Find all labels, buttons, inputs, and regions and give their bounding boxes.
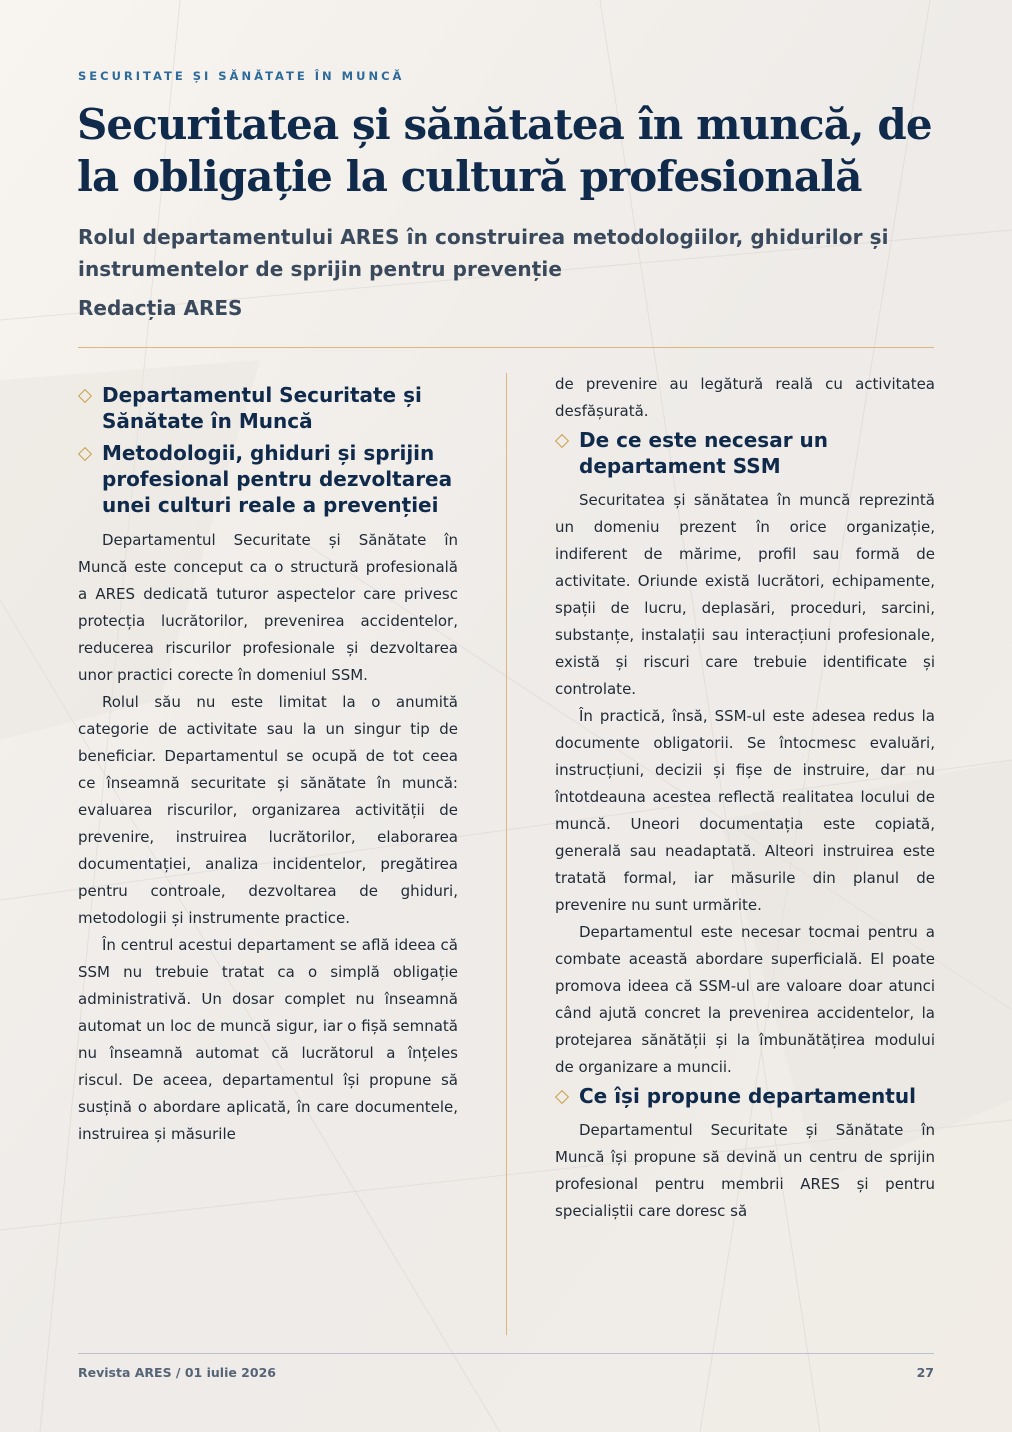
diamond-bullet-icon <box>78 389 92 403</box>
diamond-bullet-icon <box>555 1090 569 1104</box>
body-paragraph: Securitatea și sănătatea în muncă reprezintă un domeniu prezent în orice organizație, indiferent de mărime, profil sau formă de activitate. Oriunde există lucrători, echipamente, spații de lucru, deplasări, proceduri, sarcini, substanțe, instalații sau interacțiuni profesionale, există și riscuri care trebuie identificate și controlate. <box>555 491 935 698</box>
article-subtitle: Rolul departamentului ARES în construirea metodologiilor, ghidurilor și instrumentelor de sprijin pentru prevenție <box>78 225 889 281</box>
section-heading <box>78 440 458 518</box>
body-paragraph: În centrul acestui departament se află ideea că SSM nu trebuie tratat ca o simplă obligație administrativă. Un dosar complet nu înseamnă automat un loc de muncă sigur, iar o fișă semnată nu înseamnă automat că lucrătorul a înțeles riscul. De aceea, departamentul își propune să susțină o abordare aplicată, în care documentele, instruirea și măsurile <box>78 936 458 1143</box>
heading-text: Ce își propune departamentul <box>579 1084 916 1108</box>
body-paragraph: În practică, însă, SSM-ul este adesea redus la documente obligatorii. Se întocmesc evaluări, instrucțiuni, decizii și fișe de instruire, dar nu întotdeauna acestea reflectă realitatea locului de muncă. Uneori documentația este copiată, generală sau neadaptată. Alteori instruirea este tratată formal, iar măsurile din planul de prevenire nu sunt urmărite. <box>555 707 935 914</box>
body-paragraph: de prevenire au legătură reală cu activitatea desfășurată. <box>555 375 935 420</box>
column-divider <box>506 373 507 1335</box>
heading-text: De ce este necesar un departament SSM <box>579 428 828 478</box>
body-paragraph: Departamentul este necesar tocmai pentru a combate această abordare superficială. El poate promova ideea că SSM-ul are valoare doar atunci când ajută concret la prevenirea accidentelor, la protejarea sănătății și la îmbunătățirea modului de organizare a muncii. <box>555 923 935 1076</box>
page-number: 27 <box>916 1365 934 1380</box>
section-heading <box>78 382 458 434</box>
article-author: Redacția ARES <box>78 296 243 320</box>
publication-info: Revista ARES / 01 iulie 2026 <box>78 1365 276 1380</box>
body-paragraph: Departamentul Securitate și Sănătate în Muncă își propune să devină un centru de sprijin profesional pentru membrii ARES și pentru specialiștii care doresc să <box>555 1121 935 1220</box>
footer-divider <box>78 1353 934 1354</box>
heading-text: Metodologii, ghiduri și sprijin profesional pentru dezvoltarea unei culturi reale a prevenției <box>102 441 453 517</box>
section-heading <box>555 1083 935 1109</box>
right-column <box>555 371 935 1225</box>
diamond-bullet-icon <box>78 447 92 461</box>
diamond-bullet-icon <box>555 434 569 448</box>
body-paragraph: Departamentul Securitate și Sănătate în Muncă este conceput ca o structură profesională a ARES dedicată tuturor aspectelor care privesc protecția lucrătorilor, prevenirea accidentelor, reducerea riscurilor profesionale și dezvoltarea unor practici corecte în domeniul SSM. <box>78 531 458 684</box>
header-divider <box>78 347 934 348</box>
article-title: Securitatea și sănătatea în muncă, de la obligație la cultură profesională <box>77 100 932 201</box>
section-kicker: SECURITATE ȘI SĂNĂTATE ÎN MUNCĂ <box>78 69 405 83</box>
heading-text: Departamentul Securitate și Sănătate în Muncă <box>102 383 422 433</box>
section-heading <box>555 427 935 479</box>
left-column <box>78 382 458 1148</box>
body-paragraph: Rolul său nu este limitat la o anumită categorie de activitate sau la un singur tip de beneficiar. Departamentul se ocupă de tot ceea ce înseamnă securitate și sănătate în muncă: evaluarea riscurilor, organizarea activității de prevenire, instruirea lucrătorilor, elaborarea documentației, analiza incidentelor, pregătirea pentru controale, dezvoltarea de ghiduri, metodologii și instrumente practice. <box>78 693 458 927</box>
